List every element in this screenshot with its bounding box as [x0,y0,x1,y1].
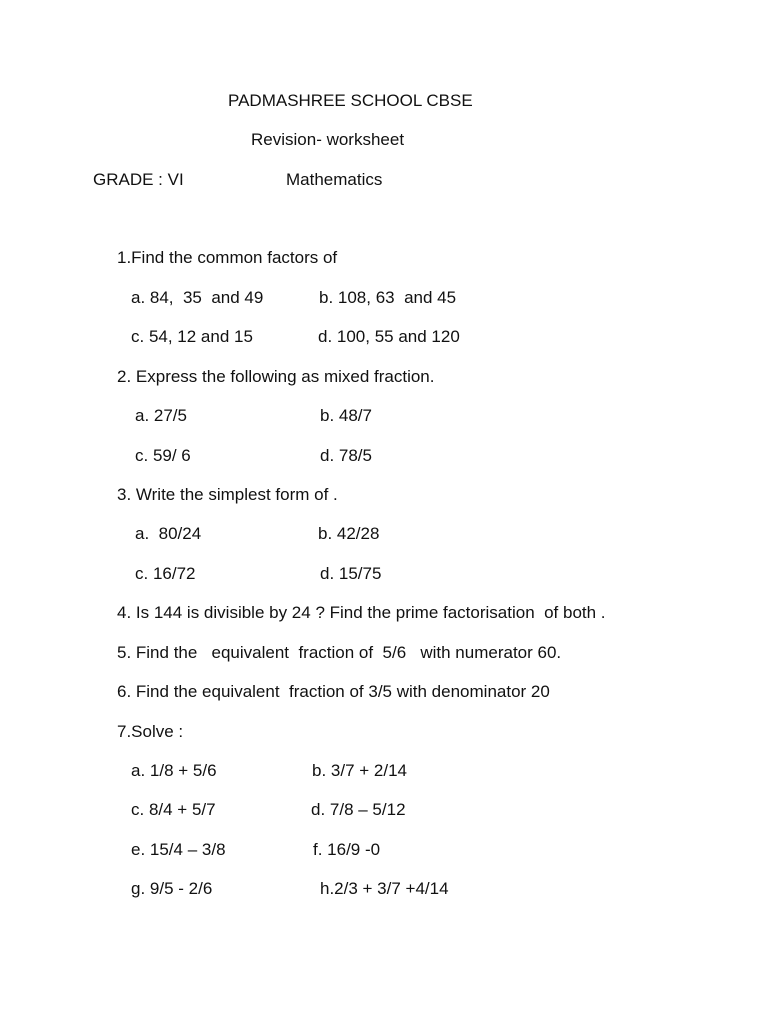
question-3-option-a: a. 80/24 [135,524,202,543]
question-2-option-d: d. 78/5 [320,446,372,465]
worksheet-title: Revision- worksheet [251,130,405,149]
question-1-option-d: d. 100, 55 and 120 [318,327,460,346]
question-7-option-a: a. 1/8 + 5/6 [131,761,217,780]
question-5: 5. Find the equivalent fraction of 5/6 with numerator 60. [117,643,562,662]
school-name: PADMASHREE SCHOOL CBSE [228,91,473,110]
question-3-option-d: d. 15/75 [320,564,382,583]
question-2-option-b: b. 48/7 [320,406,372,425]
question-3: 3. Write the simplest form of . [117,485,338,504]
question-7-option-e: e. 15/4 – 3/8 [131,840,226,859]
question-2-option-c: c. 59/ 6 [135,446,191,465]
question-7: 7.Solve : [117,722,184,741]
subject-label: Mathematics [286,170,383,189]
question-6: 6. Find the equivalent fraction of 3/5 with denominator 20 [117,682,550,701]
question-3-option-c: c. 16/72 [135,564,196,583]
grade-label: GRADE : VI [93,170,184,189]
question-7-option-d: d. 7/8 – 5/12 [311,800,406,819]
question-7-option-h: h.2/3 + 3/7 +4/14 [320,879,449,898]
question-2-option-a: a. 27/5 [135,406,187,425]
question-1-option-b: b. 108, 63 and 45 [319,288,457,307]
question-1-option-c: c. 54, 12 and 15 [131,327,253,346]
question-1-option-a: a. 84, 35 and 49 [131,288,264,307]
question-1: 1.Find the common factors of [117,248,338,267]
question-7-option-f: f. 16/9 -0 [313,840,381,859]
question-3-option-b: b. 42/28 [318,524,380,543]
question-4: 4. Is 144 is divisible by 24 ? Find the prime factorisation of both . [117,603,606,622]
question-7-option-c: c. 8/4 + 5/7 [131,800,216,819]
question-2: 2. Express the following as mixed fraction. [117,367,435,386]
question-7-option-g: g. 9/5 - 2/6 [131,879,213,898]
question-7-option-b: b. 3/7 + 2/14 [312,761,407,780]
